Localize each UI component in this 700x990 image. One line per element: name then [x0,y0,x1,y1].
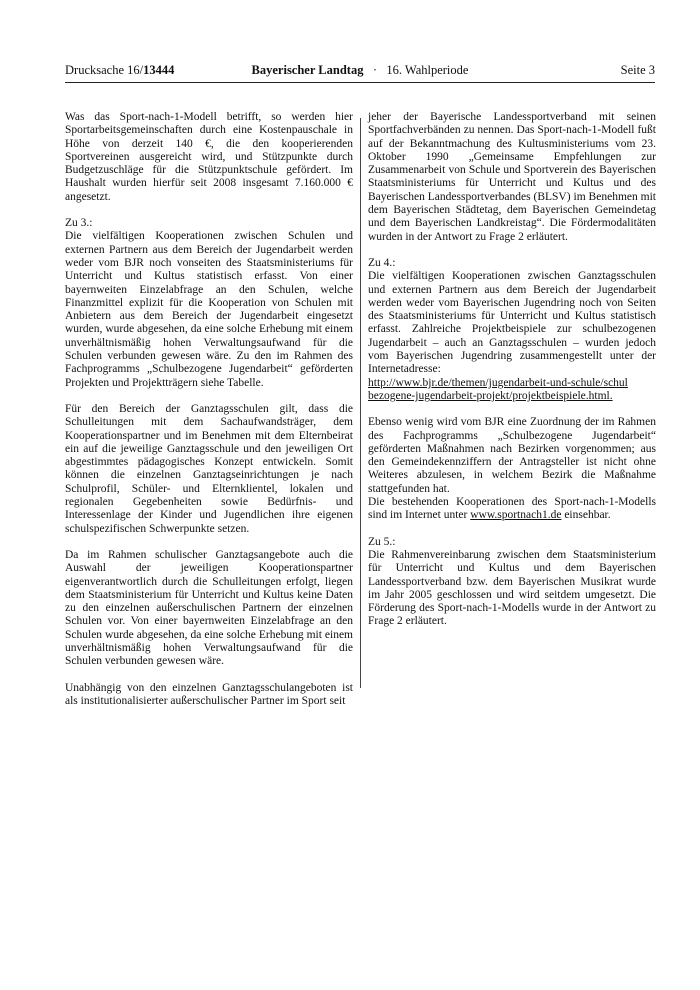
right-paragraph-1: jeher der Bayerische Landessportverband mit seinen Sportfachverbänden zu nennen. Das Sport-nach-1-Modell fußt auf der Bekanntmachung des Kultusministeriums vom 23. Oktober 1990 „Gemeinsame Empfehlungen zur Zusammenarbeit von Schule und Sportverein des Bayerischen Staatsministeriums für Unterricht und Kultus und des Bayerischen Landessportverbandes (BLSV) im Benehmen mit dem Bayerischen Städtetag, dem Bayerischen Gemeindetag und dem Bayerischen Landkreistag“. Die Fördermodalitäten wurden in der Antwort zu Frage 2 erläutert. [368,111,656,243]
legislative-period: 16. Wahlperiode [386,63,469,77]
publisher-name: Bayerischer Landtag [251,63,364,77]
page-header [65,63,655,81]
header-rule [65,82,655,83]
publisher-line [65,63,655,78]
sportnach1-link[interactable]: www.sportnach1.de [470,509,562,522]
bjr-project-link[interactable] [368,377,656,404]
zu5-paragraph: Die Rahmenvereinbarung zwischen dem Staatsministerium für Unterricht und Kultus und dem Bayerischen Landessportverband bzw. dem Bayerischen Musikrat wurde im Jahr 2005 geschlossen und wird seitdem umgesetzt. Die Förderung des Sport-nach-1-Modells wurde in der Antwort zu Frage 2 erläutert. [368,548,656,628]
ebenso-paragraph: Ebenso wenig wird vom BJR eine Zuordnung der im Rahmen des Fachprogramms „Schulbezogene Jugendarbeit“ geförderten Maßnahmen nach Bezirken vorgenommen; aus den Gemeindekennziffern der Antragsteller ist nicht ohne Weiteres abzulesen, in welchem Bezirk die Maßnahme stattgefunden hat. [368,416,656,495]
zu4-paragraph: Die vielfältigen Kooperationen zwischen Ganztagsschulen und externen Partnern aus dem Bereich der Jugendarbeit werden weder vom Bayerischen Jugendring noch von Seiten des Staatsministeriums für Unterricht und Kultus statistisch erfasst. Zahlreiche Projektbeispiele zur schulbezogenen Jugendarbeit – auch an Ganztagsschulen – wurden jedoch vom Bayerischen Jugendring zusammengestellt unter der Internetadresse: [368,270,656,376]
zu3-heading: Zu 3.: [65,217,93,230]
column-separator [360,118,361,688]
zu4-heading: Zu 4.: [368,256,396,269]
left-paragraph-3: Für den Bereich der Ganztagsschulen gilt, dass die Schulleitungen mit dem Sachaufwandsträger, dem Kooperationspartner und im Benehmen mit dem Elternbeirat ein auf die jeweilige Ganztagsschule und den jeweiligen Ort abgestimmtes pädagogisches Konzept entwickeln. Somit können die einzelnen Ganztagseinrichtungen je nach Schulprofil, Schüler- und Elternklientel, lokalen und regionalen Gegebenheiten sowie Bedürfnis- und Interessenlage der Kinder und Jugendlichen ihre eigenen schulspezifischen Schwerpunkte setzen. [65,402,353,535]
sportnach1-paragraph [368,496,656,523]
left-paragraph-1: Was das Sport-nach-1-Modell betrifft, so werden hier Sportarbeitsgemeinschaften durch eine Kostenpauschale in Höhe von derzeit 140 €, die den kooperierenden Sportvereinen ausgereicht wird, und Stützpunkte durch Budgetzuschläge für die Stützpunktschule gefördert. Im Haushalt wurden hierfür seit 2008 insgesamt 7.160.000 € angesetzt. [65,111,353,203]
zu5-heading: Zu 5.: [368,535,396,548]
header-separator: · [372,63,377,77]
left-paragraph-4: Da im Rahmen schulischer Ganztagsangebote auch die Auswahl der jeweiligen Kooperationspartner eigenverantwortlich durch die Schulleitungen erfolgt, liegen dem Staatsministerium für Unterricht und Kultus keine Daten zu den einzelnen außerschulischen Partnern der einzelnen Schulen vor. Von einer bayernweiten Einzelabfrage an den Schulen wurde abgesehen, da eine solche Erhebung mit einem unverhältnismäßig hohen Verwaltungsaufwand für die Schulen verbunden gewesen wäre. [65,548,353,668]
bjr-link-line-2[interactable]: bezogene-jugendarbeit-projekt/projektbeispiele.html. [368,389,613,402]
bjr-link-line-1[interactable]: http://www.bjr.de/themen/jugendarbeit-und-schule/schul [368,376,628,389]
left-column [65,111,353,721]
sportnach1-text: Die bestehenden Kooperationen des Sport-nach-1-Modells sind im Internet unter [368,496,656,522]
right-column [368,111,656,642]
left-paragraph-5: Unabhängig von den einzelnen Ganztagsschulangeboten ist als institutionalisierter außerschulischer Partner im Sport seit [65,681,353,707]
document-number-value: 13444 [143,63,175,77]
sportnach1-text-end: einsehbar. [561,509,611,522]
zu3-paragraph: Die vielfältigen Kooperationen zwischen Schulen und externen Partnern aus dem Bereich der Jugendarbeit werden weder vom BJR noch vonseiten des Staatsministeriums für Unterricht und Kultus statistisch erfasst. Von einer bayernweiten Einzelabfrage an den Schulen, welche Finanzmittel explizit für die Kooperation von Schulen mit Anbietern aus dem Bereich der Jugendarbeit eingesetzt wurden, wurde abgesehen, da eine solche Erhebung mit einem unverhältnismäßig hohen Verwaltungsaufwand für die Schulen verbunden gewesen wäre. Zu den im Rahmen des Fachprogramms „Schulbezogene Jugendarbeit“ geförderten Projekten und Projektträgern siehe Tabelle. [65,230,353,389]
page-number: Seite 3 [620,63,655,77]
document-prefix: Drucksache 16/ [65,63,144,77]
